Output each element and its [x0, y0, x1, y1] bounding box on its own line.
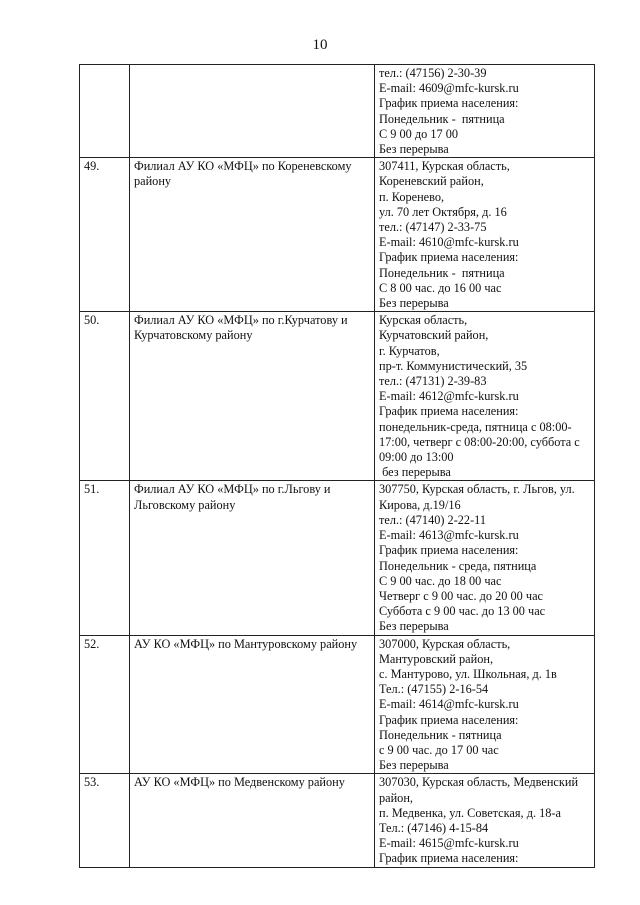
detail-line: 307411, Курская область, [379, 159, 510, 174]
detail-line: С 9 00 час. до 18 00 час [379, 573, 502, 588]
detail-line: п. Коренево, [379, 189, 445, 204]
detail-line: тел.: (47131) 2-39-83 [379, 374, 487, 389]
detail-line: График приема населения: [379, 543, 519, 558]
detail-line: Понедельник - среда, пятница [379, 558, 537, 573]
branch-details [375, 158, 595, 312]
detail-line: График приема населения: [379, 851, 519, 866]
branch-details [375, 65, 595, 158]
detail-line: Кореневский район, [379, 174, 484, 189]
detail-line: Понедельник - пятница [379, 111, 505, 126]
detail-line: Без перерыва [379, 142, 449, 157]
detail-line: Понедельник - пятница [379, 265, 505, 280]
detail-line: Тел.: (47146) 4-15-84 [379, 820, 489, 835]
detail-line: тел.: (47140) 2-22-11 [379, 512, 487, 527]
detail-line: 17:00, четверг с 08:00-20:00, суббота с [379, 434, 580, 449]
page-number: 10 [312, 37, 328, 53]
detail-line: Курчатовский район, [379, 328, 489, 343]
branches-table [79, 64, 595, 868]
detail-line: График приема населения: [379, 96, 519, 111]
detail-line: Четверг с 9 00 час. до 20 00 час [379, 588, 543, 603]
branch-details [375, 774, 595, 867]
table-body [80, 65, 595, 868]
detail-line: понедельник-среда, пятница с 08:00- [379, 419, 572, 434]
row-number: 51. [80, 481, 130, 635]
detail-line: С 8 00 час. до 16 00 час [379, 280, 502, 295]
detail-line: Суббота с 9 00 час. до 13 00 час [379, 604, 546, 619]
detail-line: График приема населения: [379, 250, 519, 265]
email-line: E-mail: 4612@mfc-kursk.ru [379, 389, 519, 404]
detail-line: 307750, Курская область, г. Льгов, ул. [379, 482, 575, 497]
detail-line: Курская область, [379, 313, 468, 328]
row-number: 53. [80, 774, 130, 867]
table-row [80, 774, 595, 867]
branch-name: Филиал АУ КО «МФЦ» по г.Льгову и Льговскому району [130, 481, 375, 635]
email-line: E-mail: 4615@mfc-kursk.ru [379, 836, 519, 851]
row-number [80, 65, 130, 158]
detail-line: С 9 00 до 17 00 [379, 126, 459, 141]
detail-line: без перерыва [379, 465, 451, 480]
branch-details [375, 312, 595, 481]
table-row [80, 158, 595, 312]
detail-line: График приема населения: [379, 712, 519, 727]
branch-name: Филиал АУ КО «МФЦ» по Кореневскому району [130, 158, 375, 312]
detail-line: тел.: (47147) 2-33-75 [379, 220, 487, 235]
detail-line: г. Курчатов, [379, 343, 440, 358]
branch-name: АУ КО «МФЦ» по Медвенскому району [130, 774, 375, 867]
row-number: 49. [80, 158, 130, 312]
detail-line: График приема населения: [379, 404, 519, 419]
row-number: 52. [80, 635, 130, 774]
detail-line: 307030, Курская область, Медвенский [379, 775, 579, 790]
detail-line: 09:00 до 13:00 [379, 450, 454, 465]
detail-line: пр-т. Коммунистический, 35 [379, 358, 528, 373]
detail-line: район, [379, 790, 413, 805]
table-row [80, 481, 595, 635]
table-row [80, 65, 595, 158]
branch-details [375, 481, 595, 635]
email-line: E-mail: 4610@mfc-kursk.ru [379, 235, 519, 250]
detail-line: Тел.: (47155) 2-16-54 [379, 682, 489, 697]
table-row [80, 312, 595, 481]
table-row [80, 635, 595, 774]
branch-details [375, 635, 595, 774]
branch-name [130, 65, 375, 158]
detail-line: Мантуровский район, [379, 651, 494, 666]
detail-line: с 9 00 час. до 17 00 час [379, 742, 499, 757]
branch-name: АУ КО «МФЦ» по Мантуровскому району [130, 635, 375, 774]
detail-line: Без перерыва [379, 296, 449, 311]
detail-line: тел.: (47156) 2-30-39 [379, 66, 487, 80]
row-number: 50. [80, 312, 130, 481]
detail-line: ул. 70 лет Октября, д. 16 [379, 204, 507, 219]
detail-line: Без перерыва [379, 619, 449, 634]
detail-line: с. Мантурово, ул. Школьная, д. 1в [379, 666, 557, 681]
email-line: E-mail: 4613@mfc-kursk.ru [379, 528, 519, 543]
email-line: E-mail: 4609@mfc-kursk.ru [379, 81, 519, 96]
detail-line: п. Медвенка, ул. Советская, д. 18-а [379, 805, 561, 820]
branch-name: Филиал АУ КО «МФЦ» по г.Курчатову и Курчатовскому району [130, 312, 375, 481]
detail-line: Понедельник - пятница [379, 727, 502, 742]
detail-line: Без перерыва [379, 758, 449, 773]
detail-line: 307000, Курская область, [379, 636, 511, 651]
email-line: E-mail: 4614@mfc-kursk.ru [379, 697, 519, 712]
detail-line: Кирова, д.19/16 [379, 497, 461, 512]
